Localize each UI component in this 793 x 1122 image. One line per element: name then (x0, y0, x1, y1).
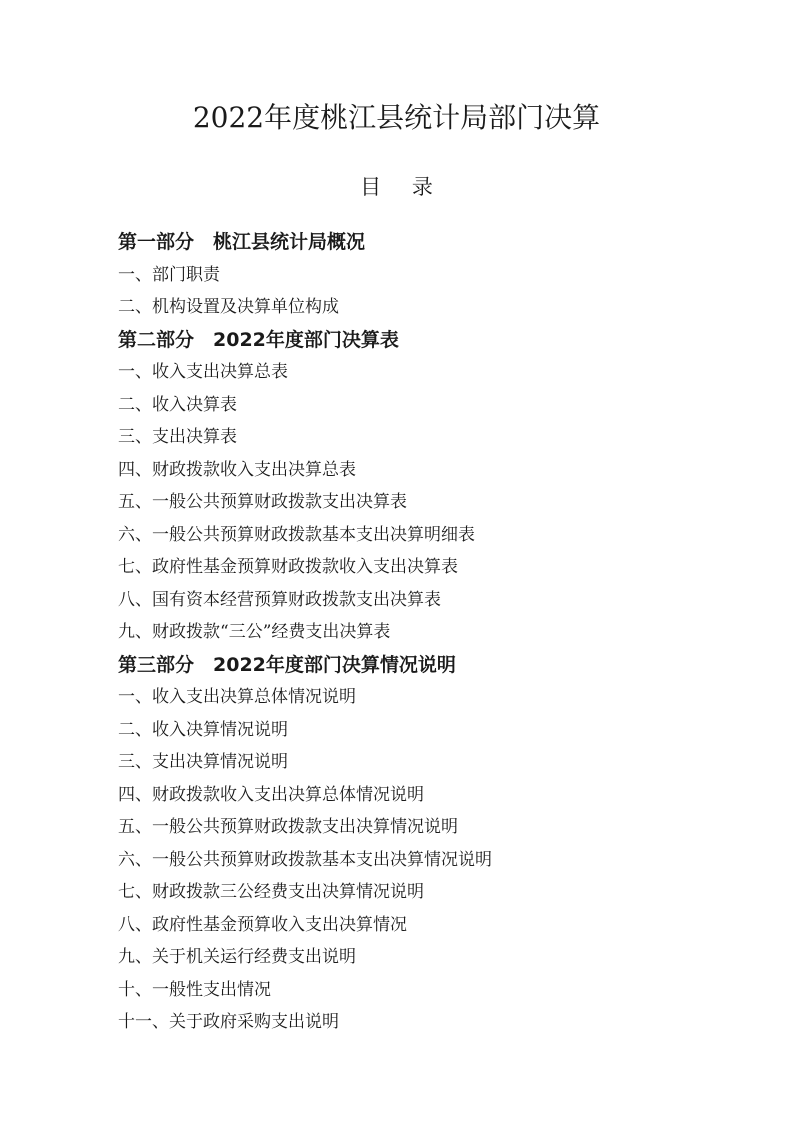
toc-part-heading: 第一部分 桃江县统计局概况 (118, 231, 366, 253)
toc-entry: 三、支出决算情况说明 (118, 752, 288, 772)
document-title: 2022年度桃江县统计局部门决算 (192, 101, 601, 134)
toc-entry: 六、一般公共预算财政拨款基本支出决算明细表 (118, 524, 475, 545)
toc-entry: 五、一般公共预算财政拨款支出决算表 (118, 492, 407, 512)
toc-entry: 一、部门职责 (118, 264, 220, 285)
toc-entry: 五、一般公共预算财政拨款支出决算情况说明 (118, 817, 458, 837)
toc-entry: 三、支出决算表 (118, 427, 237, 447)
toc-entry: 四、财政拨款收入支出决算总表 (118, 459, 356, 480)
toc-part-heading: 第二部分 2022年度部门决算表 (118, 328, 399, 351)
table-of-contents (118, 226, 738, 1039)
toc-entry: 一、收入支出决算总体情况说明 (118, 687, 356, 707)
toc-entry: 十一、关于政府采购支出说明 (118, 1012, 339, 1032)
toc-heading: 目 录 (360, 175, 445, 199)
toc-entry: 七、财政拨款三公经费支出决算情况说明 (118, 882, 424, 902)
toc-entry: 七、政府性基金预算财政拨款收入支出决算表 (118, 557, 458, 577)
toc-entry: 九、关于机关运行经费支出说明 (118, 947, 356, 967)
toc-entry: 八、政府性基金预算收入支出决算情况 (118, 914, 407, 935)
toc-entry: 四、财政拨款收入支出决算总体情况说明 (118, 784, 424, 805)
toc-entry: 六、一般公共预算财政拨款基本支出决算情况说明 (118, 849, 492, 870)
toc-entry: 九、财政拨款“三公”经费支出决算表 (118, 622, 391, 642)
toc-entry: 二、机构设置及决算单位构成 (118, 297, 339, 317)
toc-entry: 二、收入决算情况说明 (118, 719, 288, 740)
toc-part-heading: 第三部分 2022年度部门决算情况说明 (118, 653, 456, 676)
toc-entry: 八、国有资本经营预算财政拨款支出决算表 (118, 589, 441, 610)
toc-entry: 二、收入决算表 (118, 394, 237, 415)
toc-entry: 十、一般性支出情况 (118, 979, 271, 1000)
toc-entry: 一、收入支出决算总表 (118, 362, 288, 382)
